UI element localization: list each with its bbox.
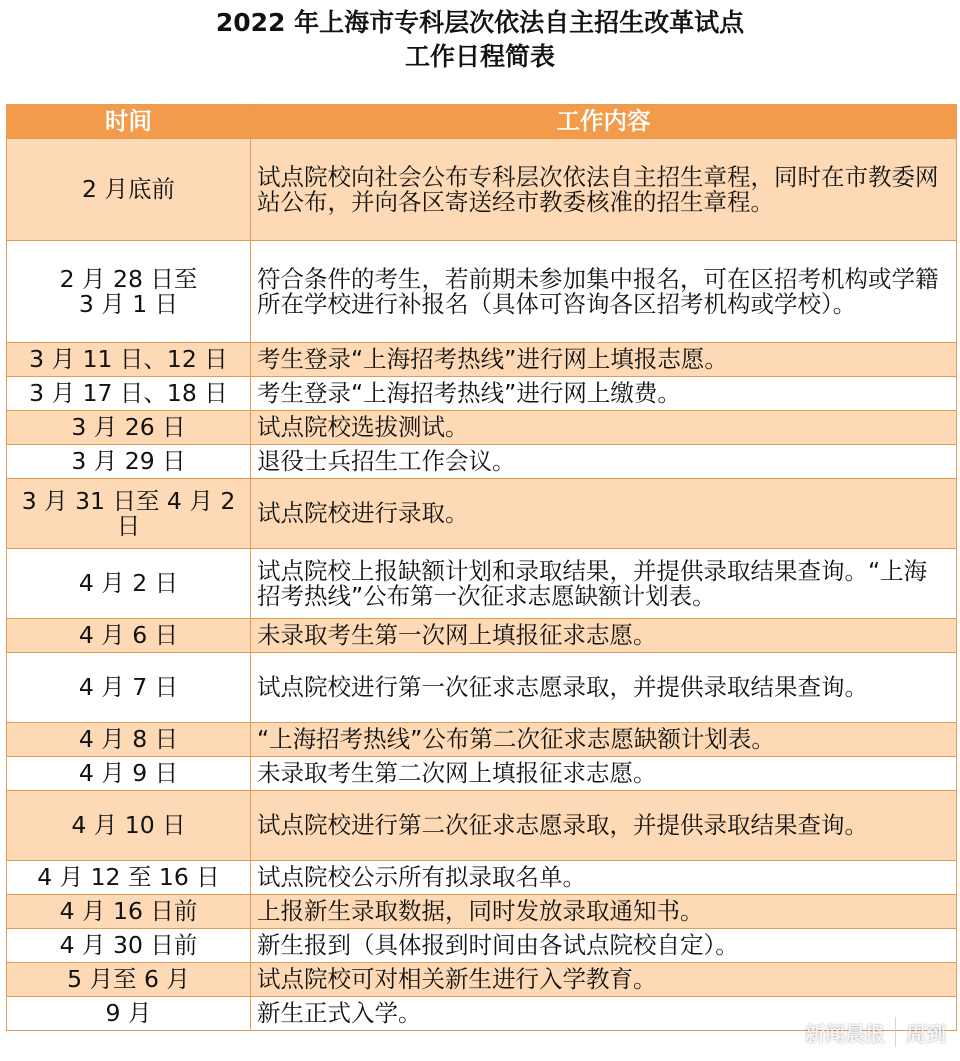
cell-content: 退役士兵招生工作会议。 [251,445,957,479]
cell-time: 4 月 10 日 [7,791,251,861]
cell-content: 新生正式入学。 [251,997,957,1031]
cell-time: 2 月底前 [7,139,251,241]
table-body [7,139,957,1031]
cell-content: 未录取考生第一次网上填报征求志愿。 [251,619,957,653]
cell-content: 试点院校上报缺额计划和录取结果，并提供录取结果查询。“上海招考热线”公布第一次征求志愿缺额计划表。 [251,549,957,619]
table-header-row [7,105,957,139]
table-row [7,619,957,653]
watermark-right: 周到 [906,1021,946,1046]
table-row [7,343,957,377]
table-row [7,895,957,929]
cell-content: 试点院校公示所有拟录取名单。 [251,861,957,895]
table-row [7,411,957,445]
watermark-divider [895,1017,896,1047]
table-row [7,963,957,997]
cell-time: 3 月 31 日至 4 月 2 日 [7,479,251,549]
table-row [7,139,957,241]
cell-time: 4 月 9 日 [7,757,251,791]
document-title [0,6,960,74]
cell-content: 试点院校可对相关新生进行入学教育。 [251,963,957,997]
watermark [805,1017,946,1047]
cell-time: 4 月 7 日 [7,653,251,723]
cell-content: 试点院校进行第一次征求志愿录取，并提供录取结果查询。 [251,653,957,723]
cell-time: 3 月 11 日、12 日 [7,343,251,377]
cell-content: 试点院校向社会公布专科层次依法自主招生章程，同时在市教委网站公布，并向各区寄送经市教委核准的招生章程。 [251,139,957,241]
cell-content: 未录取考生第二次网上填报征求志愿。 [251,757,957,791]
table-row [7,377,957,411]
table-row [7,723,957,757]
cell-time: 3 月 17 日、18 日 [7,377,251,411]
table-row [7,479,957,549]
table-row [7,445,957,479]
table-row [7,929,957,963]
cell-content: 上报新生录取数据，同时发放录取通知书。 [251,895,957,929]
header-time: 时间 [7,105,251,139]
table-row [7,653,957,723]
cell-time: 4 月 16 日前 [7,895,251,929]
table-row [7,241,957,343]
watermark-left: 新闻晨报 [805,1021,885,1046]
cell-time: 5 月至 6 月 [7,963,251,997]
cell-content: 考生登录“上海招考热线”进行网上填报志愿。 [251,343,957,377]
cell-content: 试点院校选拔测试。 [251,411,957,445]
cell-time: 9 月 [7,997,251,1031]
cell-content: 考生登录“上海招考热线”进行网上缴费。 [251,377,957,411]
cell-time: 4 月 12 至 16 日 [7,861,251,895]
cell-time: 4 月 30 日前 [7,929,251,963]
cell-time: 4 月 2 日 [7,549,251,619]
title-line-1: 2022 年上海市专科层次依法自主招生改革试点 [215,8,745,37]
cell-content: 试点院校进行录取。 [251,479,957,549]
table-row [7,757,957,791]
cell-content: 新生报到（具体报到时间由各试点院校自定）。 [251,929,957,963]
cell-content: “上海招考热线”公布第二次征求志愿缺额计划表。 [251,723,957,757]
cell-time: 4 月 8 日 [7,723,251,757]
cell-time: 3 月 26 日 [7,411,251,445]
table-row [7,861,957,895]
cell-content: 试点院校进行第二次征求志愿录取，并提供录取结果查询。 [251,791,957,861]
cell-time: 2 月 28 日至 3 月 1 日 [7,241,251,343]
cell-time: 3 月 29 日 [7,445,251,479]
header-content: 工作内容 [251,105,957,139]
cell-content: 符合条件的考生，若前期未参加集中报名，可在区招考机构或学籍所在学校进行补报名（具体可咨询各区招考机构或学校）。 [251,241,957,343]
table-row [7,549,957,619]
title-line-2: 工作日程简表 [404,42,555,71]
table-row [7,791,957,861]
schedule-table [6,104,957,1031]
cell-time: 4 月 6 日 [7,619,251,653]
